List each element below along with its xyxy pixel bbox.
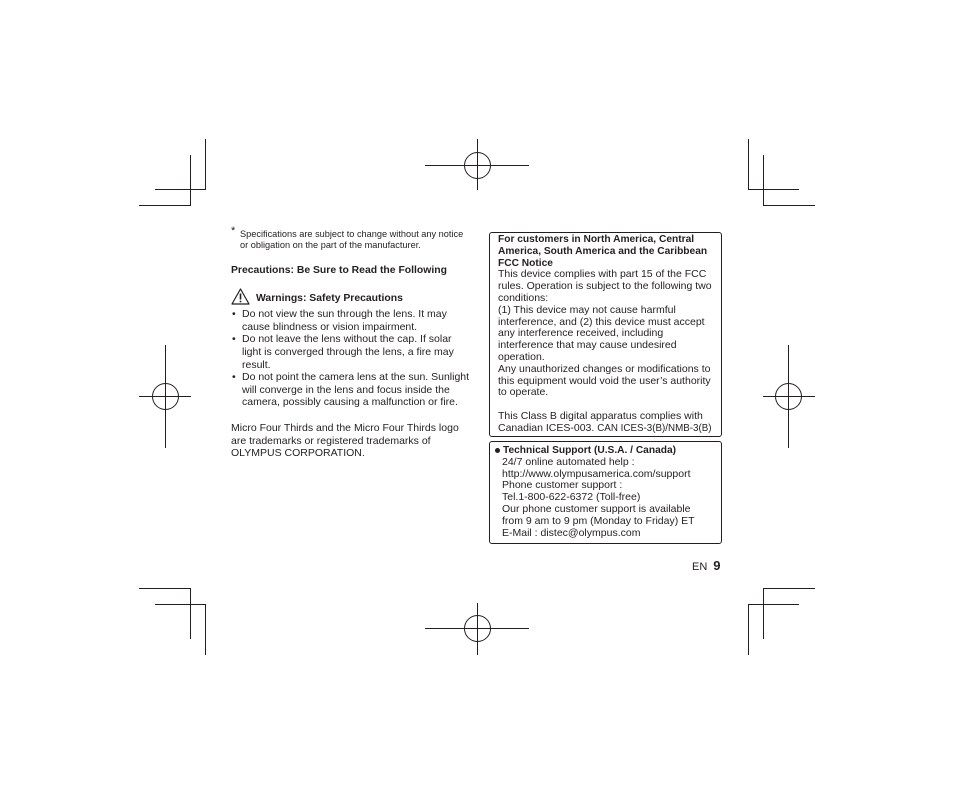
support-line: 24/7 online automated help : (502, 455, 635, 468)
crop-mark-line (155, 189, 206, 190)
trademark-notice: Micro Four Thirds and the Micro Four Thirds logo are trademarks or registered trademarks of OLYMPUS CORPORATION. (231, 421, 459, 460)
crop-mark-line (748, 604, 749, 655)
support-title-text: Technical Support (U.S.A. / Canada) (503, 445, 677, 456)
warnings-title: Warnings: Safety Precautions (256, 292, 403, 304)
crop-mark-line (155, 604, 206, 605)
fcc-title-line: America, South America and the Caribbean (498, 245, 708, 257)
warnings-list (231, 308, 471, 409)
support-url: http://www.olympusamerica.com/support (502, 467, 691, 480)
crop-mark-line (748, 189, 799, 190)
bullet-dot-icon (495, 448, 500, 453)
fcc-paragraph: This device complies with part 15 of the FCC rules. Operation is subject to the following two conditions: (498, 268, 712, 304)
footnote-asterisk: * (231, 225, 236, 237)
crop-mark-line (748, 604, 799, 605)
warnings-header (231, 288, 471, 305)
warning-text: Do not point the camera lens at the sun. Sunlight will converge in the lens and focus inside the camera, possibly causing a malfunction or fire. (242, 371, 470, 409)
support-email: E-Mail : distec@olympus.com (502, 526, 641, 539)
ices-text: This Class B digital apparatus complies with Canadian ICES-003. (498, 410, 703, 434)
support-line: Our phone customer support is available (502, 502, 691, 515)
warning-triangle-icon (231, 288, 250, 305)
list-item (231, 371, 471, 409)
crop-mark-line (139, 205, 191, 206)
technical-support-box (489, 441, 722, 544)
bullet-mark: • (232, 333, 236, 346)
crop-mark-line (763, 205, 815, 206)
fcc-title-line: FCC Notice (498, 257, 553, 269)
list-item (231, 333, 471, 371)
crop-mark-line (139, 588, 191, 589)
list-item (231, 308, 471, 333)
crop-mark-line (748, 139, 749, 190)
support-phone: Tel.1-800-622-6372 (Toll-free) (502, 491, 641, 504)
language-code: EN (692, 561, 708, 573)
crop-mark-line (763, 155, 764, 206)
crop-mark-line (205, 139, 206, 190)
left-column (231, 225, 471, 460)
fcc-title (498, 234, 715, 269)
crop-mark-line (205, 604, 206, 655)
ices-code: CAN ICES-3(B)/NMB-3(B) (597, 422, 712, 434)
support-details (495, 457, 715, 540)
bullet-mark: • (232, 308, 236, 321)
fcc-paragraph: (1) This device may not cause harmful interference, and (2) this device must accept any interference received, including interference that may cause undesired operation. (498, 303, 705, 363)
footnote-text: Specifications are subject to change without any notice or obligation on the part of the manufacturer. (240, 229, 464, 250)
page-footer (692, 558, 721, 573)
crop-mark-line (190, 155, 191, 206)
support-line: Phone customer support : (502, 479, 623, 492)
page-number: 9 (713, 558, 721, 573)
warning-text: Do not leave the lens without the cap. If solar light is converged through the lens, a fire may result. (242, 333, 454, 371)
fcc-title-line: For customers in North America, Central (498, 234, 695, 245)
precautions-heading: Precautions: Be Sure to Read the Following (231, 264, 447, 276)
crop-mark-line (763, 588, 815, 589)
fcc-notice-box (489, 232, 722, 437)
support-line: from 9 am to 9 pm (Monday to Friday) ET (502, 514, 695, 527)
specifications-footnote (231, 225, 471, 251)
ices-paragraph (498, 411, 715, 435)
warning-text: Do not view the sun through the lens. It may cause blindness or vision impairment. (242, 308, 447, 333)
bullet-mark: • (232, 371, 236, 384)
crop-mark-line (190, 588, 191, 639)
fcc-paragraph: Any unauthorized changes or modifications to this equipment would void the user’s authority to operate. (498, 362, 711, 399)
crop-mark-line (763, 588, 764, 639)
